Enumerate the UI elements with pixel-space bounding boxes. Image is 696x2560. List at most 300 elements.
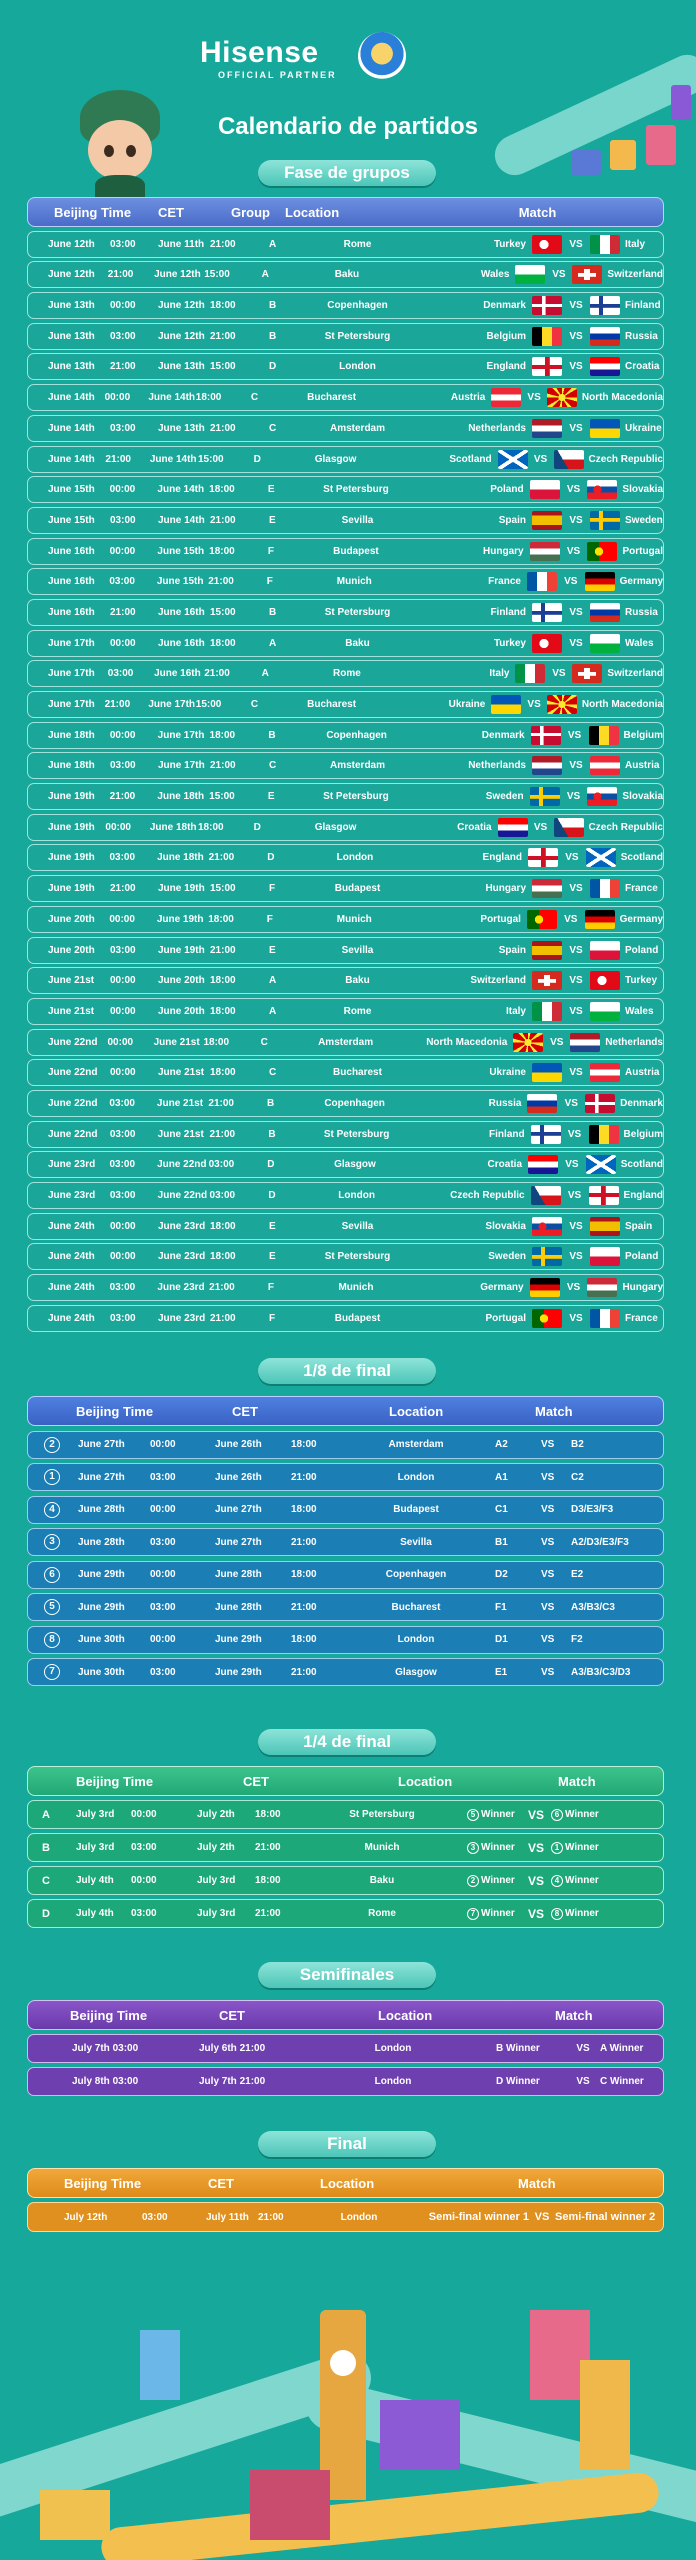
cet-date: June 18th bbox=[157, 852, 204, 864]
cet-date: June 22nd bbox=[157, 1190, 208, 1201]
cet-time: 18:00 bbox=[210, 637, 236, 649]
match-number-badge: 3 bbox=[44, 1534, 60, 1550]
cet-date: June 18th bbox=[149, 821, 197, 833]
cet-time: 18:00 bbox=[208, 913, 234, 925]
group-letter: D bbox=[253, 453, 261, 465]
group-letter: A bbox=[269, 975, 277, 987]
group-letter: F bbox=[267, 545, 275, 557]
flag-italy-icon bbox=[515, 664, 545, 683]
cet-time: 18:00 bbox=[210, 975, 236, 987]
beijing-time: 03:00 bbox=[109, 852, 136, 864]
beijing-time: 00:00 bbox=[150, 1439, 176, 1450]
away-team: France bbox=[625, 883, 658, 895]
cet-time: 18:00 bbox=[255, 1809, 281, 1820]
flag-hungary-icon bbox=[532, 879, 562, 898]
cet-date: June 20th bbox=[158, 1005, 205, 1017]
home-team: Wales bbox=[480, 269, 510, 281]
vs-label: VS bbox=[566, 545, 581, 557]
away-team: Switzerland bbox=[607, 269, 663, 281]
home-team: Slovakia bbox=[485, 1220, 526, 1232]
away-team: Hungary bbox=[622, 1282, 663, 1294]
beijing-time: 00:00 bbox=[109, 913, 135, 925]
header-location: Location bbox=[285, 204, 340, 220]
flag-finland-icon bbox=[590, 296, 620, 315]
location: London bbox=[397, 1471, 435, 1483]
table-row bbox=[27, 752, 664, 779]
flag-ukraine-icon bbox=[491, 695, 521, 714]
header-match: Match bbox=[555, 2007, 593, 2023]
location: London bbox=[397, 1634, 435, 1645]
location: Baku bbox=[369, 1875, 395, 1886]
home-slot: B Winner bbox=[496, 2043, 540, 2054]
flag-croatia-icon bbox=[528, 1155, 558, 1174]
away-team: Czech Republic bbox=[588, 453, 663, 465]
section-title-quarter-final: 1/4 de final bbox=[258, 1729, 436, 1755]
flag-england-icon bbox=[532, 357, 562, 376]
away-team: Netherlands bbox=[605, 1036, 663, 1048]
beijing-date: June 16th bbox=[48, 545, 95, 557]
flag-scotland-icon bbox=[586, 1155, 616, 1174]
group-letter: C bbox=[269, 760, 277, 772]
vs-label: VS bbox=[567, 1128, 582, 1140]
beijing-date: June 20th bbox=[48, 944, 95, 956]
cet-date: June 23rd bbox=[158, 1251, 206, 1263]
beijing-date: June 16th bbox=[48, 606, 95, 618]
home-team: Hungary bbox=[483, 545, 524, 557]
beijing-time: 03:00 bbox=[150, 1601, 176, 1613]
table-row bbox=[27, 599, 664, 626]
vs-label: VS bbox=[566, 1282, 581, 1294]
group-letter: C bbox=[269, 422, 277, 434]
home-team: Scotland bbox=[449, 453, 492, 465]
home-team: Belgium bbox=[486, 330, 526, 342]
group-letter: E bbox=[269, 944, 276, 956]
away-team: Sweden bbox=[625, 514, 663, 526]
header-match: Match bbox=[558, 1773, 596, 1789]
cet-date: June 15th bbox=[157, 545, 205, 557]
cet-date: June 14th bbox=[157, 484, 205, 496]
cet-date: June 14th bbox=[158, 514, 205, 526]
flag-hungary-icon bbox=[587, 1278, 617, 1297]
away-slot: A2/D3/E3/F3 bbox=[571, 1536, 629, 1548]
cet-time: 18:00 bbox=[197, 821, 224, 833]
beijing-time: 03:00 bbox=[110, 944, 136, 956]
vs-label: VS bbox=[569, 1220, 583, 1232]
partner-label: OFFICIAL PARTNER bbox=[218, 70, 337, 80]
flag-germany-icon bbox=[585, 910, 615, 929]
beijing-time: 03:00 bbox=[110, 330, 136, 342]
cet-date: June 23rd bbox=[158, 1220, 206, 1232]
group-letter: F bbox=[266, 913, 273, 925]
flag-austria-icon bbox=[590, 1063, 620, 1082]
location: St Petersburg bbox=[324, 330, 391, 342]
header-beijing: Beijing Time bbox=[54, 204, 132, 220]
cet-date: June 17th bbox=[148, 699, 196, 710]
away-slot: A3/B3/C3/D3 bbox=[571, 1666, 631, 1678]
cet-time: 21:00 bbox=[209, 1282, 235, 1294]
vs-label: VS bbox=[533, 821, 548, 833]
home-team: Netherlands bbox=[468, 760, 526, 772]
group-letter: A bbox=[269, 637, 277, 649]
home-team: Croatia bbox=[487, 1159, 522, 1171]
vs-label: VS bbox=[567, 729, 582, 741]
away-slot: B2 bbox=[571, 1439, 584, 1450]
location: Munich bbox=[336, 913, 372, 925]
beijing-time: 03:00 bbox=[110, 514, 136, 526]
beijing-time: 00:00 bbox=[109, 545, 136, 557]
table-row bbox=[27, 568, 664, 595]
location: Amsterdam bbox=[388, 1439, 444, 1450]
cet-time: 18:00 bbox=[210, 1005, 236, 1017]
match-ref-badge: 5 bbox=[467, 1809, 479, 1821]
flag-croatia-icon bbox=[498, 818, 528, 837]
vs-label: VS bbox=[527, 1840, 544, 1855]
cet-date: June 18th bbox=[157, 791, 205, 803]
home-team: Sweden bbox=[485, 791, 524, 803]
flag-england-icon bbox=[589, 1186, 619, 1205]
flag-switzerland-icon bbox=[532, 971, 562, 990]
vs-label: VS bbox=[565, 852, 579, 864]
cet-date: June 19th bbox=[156, 913, 204, 925]
group-letter: B bbox=[269, 300, 277, 312]
group-letter: A bbox=[261, 668, 269, 680]
match-id: A bbox=[42, 1808, 50, 1821]
cet-date: June 27th bbox=[215, 1536, 262, 1548]
group-letter: E bbox=[267, 791, 275, 803]
cet-date: June 26th bbox=[215, 1439, 262, 1450]
beijing-date: June 21st bbox=[48, 975, 95, 987]
cet-date: June 16th bbox=[158, 606, 205, 618]
away-team: Turkey bbox=[625, 975, 658, 987]
vs-label: VS bbox=[566, 791, 581, 803]
cet-date: June 23rd bbox=[157, 1282, 205, 1294]
away-team: Switzerland bbox=[607, 668, 663, 680]
group-letter: E bbox=[269, 1251, 276, 1263]
beijing-date: June 13th bbox=[48, 300, 95, 312]
group-letter: A bbox=[269, 238, 277, 250]
vs-label: VS bbox=[541, 1666, 555, 1678]
away-team: North Macedonia bbox=[581, 699, 663, 710]
cet-date: June 15th bbox=[156, 576, 204, 588]
location: Bucharest bbox=[307, 699, 357, 710]
beijing-time: 00:00 bbox=[105, 821, 131, 833]
flag-italy-icon bbox=[590, 235, 620, 254]
cet-time: 21:00 bbox=[210, 944, 236, 956]
group-letter: F bbox=[266, 576, 273, 588]
beijing-date: June 22nd bbox=[48, 1128, 98, 1140]
cet-date: June 11th bbox=[158, 238, 205, 250]
group-letter: D bbox=[269, 361, 277, 373]
away-team: France bbox=[625, 1312, 658, 1324]
home-winner: Winner bbox=[481, 1809, 515, 1820]
flag-england-icon bbox=[528, 848, 558, 867]
table-row bbox=[27, 660, 664, 687]
home-team: Croatia bbox=[457, 821, 492, 833]
beijing-date: June 14th bbox=[48, 392, 95, 404]
home-slot: A1 bbox=[495, 1471, 508, 1483]
away-team: Russia bbox=[625, 606, 658, 618]
cet-time: 18:00 bbox=[195, 392, 222, 404]
location: St Petersburg bbox=[349, 1809, 415, 1820]
match-id: D bbox=[42, 1907, 50, 1920]
away-team: Slovakia bbox=[622, 484, 664, 496]
vs-label: VS bbox=[569, 330, 583, 342]
flag-denmark-icon bbox=[532, 296, 562, 315]
location: Budapest bbox=[333, 545, 379, 557]
flag-slovakia-icon bbox=[532, 1217, 562, 1236]
away-slot: F2 bbox=[571, 1634, 583, 1645]
flag-slovakia-icon bbox=[587, 787, 617, 806]
location: Amsterdam bbox=[329, 760, 386, 772]
cet-time: 21:00 bbox=[204, 668, 230, 680]
location: London bbox=[374, 2076, 412, 2087]
match-id: C bbox=[42, 1874, 50, 1887]
beijing-date: June 24th bbox=[48, 1312, 95, 1324]
flag-czech-icon bbox=[531, 1186, 561, 1205]
vs-label: VS bbox=[541, 1634, 555, 1645]
home-team: Italy bbox=[489, 668, 510, 680]
home-winner: Winner bbox=[481, 1842, 515, 1853]
location: Sevilla bbox=[341, 944, 374, 956]
beijing-time: 03:00 bbox=[131, 1842, 157, 1853]
cet-date: June 17th bbox=[158, 760, 205, 772]
beijing-time: 00:00 bbox=[110, 300, 136, 312]
vs-label: VS bbox=[569, 300, 583, 312]
flag-turkey-icon bbox=[590, 971, 620, 990]
quarter-final-table bbox=[27, 1766, 664, 1928]
header-group: Group bbox=[231, 204, 270, 220]
vs-label: VS bbox=[541, 1471, 555, 1483]
beijing-time: 03:00 bbox=[110, 238, 136, 250]
vs-label: VS bbox=[569, 944, 583, 956]
beijing-time: 21:00 bbox=[109, 791, 136, 803]
beijing-time: 03:00 bbox=[107, 668, 134, 680]
beijing-date: June 12th bbox=[48, 269, 95, 281]
location: Glasgow bbox=[395, 1666, 437, 1678]
home-team: Turkey bbox=[493, 238, 526, 250]
cet-time: 18:00 bbox=[291, 1439, 317, 1450]
beijing-date: June 28th bbox=[78, 1536, 125, 1548]
header-cet: CET bbox=[158, 204, 184, 220]
group-letter: E bbox=[269, 1220, 276, 1232]
group-letter: C bbox=[260, 1036, 268, 1048]
home-team: Turkey bbox=[493, 637, 526, 649]
header-beijing: Beijing Time bbox=[76, 1403, 154, 1419]
match-number-badge: 6 bbox=[44, 1567, 60, 1583]
match-ref-badge: 8 bbox=[551, 1908, 563, 1920]
brand-logo: Hisense bbox=[200, 36, 319, 69]
beijing-date: June 21st bbox=[48, 1005, 95, 1017]
table-row bbox=[27, 937, 664, 964]
cet-date: June 16th bbox=[158, 637, 205, 649]
group-letter: D bbox=[267, 1159, 275, 1171]
beijing-time: 03:00 bbox=[109, 1097, 135, 1109]
cet-time: 18:00 bbox=[291, 1569, 317, 1580]
beijing-time: 03:00 bbox=[110, 422, 136, 434]
beijing-time: 00:00 bbox=[131, 1809, 157, 1820]
location: Rome bbox=[333, 668, 361, 680]
table-row bbox=[27, 1833, 664, 1862]
cet-time: 21:00 bbox=[291, 1471, 317, 1483]
beijing-time: 03:00 bbox=[109, 1159, 136, 1171]
home-team: Italy bbox=[505, 1005, 526, 1017]
beijing-time: 03:00 bbox=[109, 1128, 136, 1140]
home-team: Hungary bbox=[485, 883, 526, 895]
beijing-time: 00:00 bbox=[150, 1634, 176, 1645]
flag-portugal-icon bbox=[587, 542, 617, 561]
flag-spain-icon bbox=[590, 1217, 620, 1236]
vs-label: VS bbox=[541, 1601, 555, 1613]
home-slot: E1 bbox=[495, 1666, 508, 1678]
group-letter: B bbox=[268, 729, 276, 741]
vs-label: VS bbox=[527, 1873, 544, 1888]
table-row bbox=[27, 630, 664, 657]
cet-date: June 21st bbox=[156, 1097, 204, 1109]
away-team: Scotland bbox=[620, 852, 663, 864]
table-row bbox=[27, 1059, 664, 1086]
table-row bbox=[27, 538, 664, 565]
table-row bbox=[27, 1213, 664, 1240]
vs-label: VS bbox=[541, 1439, 555, 1450]
group-stage-table bbox=[27, 197, 664, 1332]
flag-russia-icon bbox=[590, 327, 620, 346]
vs-label: VS bbox=[564, 913, 578, 925]
home-team: Portugal bbox=[480, 913, 521, 925]
header-location: Location bbox=[320, 2175, 375, 2191]
group-letter: F bbox=[267, 1282, 275, 1294]
location: Rome bbox=[368, 1908, 396, 1919]
flag-belgium-icon bbox=[532, 327, 562, 346]
flag-denmark-icon bbox=[531, 726, 561, 745]
table-row bbox=[27, 722, 664, 749]
table-row bbox=[27, 1561, 664, 1589]
city-illustration-bottom bbox=[0, 2270, 696, 2560]
home-winner: Winner bbox=[481, 1875, 515, 1886]
vs-label: VS bbox=[564, 576, 578, 588]
beijing-date: June 20th bbox=[48, 913, 95, 925]
vs-label: VS bbox=[534, 2211, 550, 2223]
location: Glasgow bbox=[314, 821, 357, 833]
away-team: Italy bbox=[625, 238, 646, 250]
away-team: North Macedonia bbox=[581, 392, 663, 404]
table-header bbox=[27, 2168, 664, 2198]
group-letter: E bbox=[267, 484, 275, 496]
table-row bbox=[27, 1431, 664, 1459]
group-letter: E bbox=[269, 514, 276, 526]
flag-russia-icon bbox=[590, 603, 620, 622]
cet-time: 21:00 bbox=[255, 1842, 281, 1853]
cet-date: June 21st bbox=[158, 1067, 205, 1079]
match-ref-badge: 3 bbox=[467, 1842, 479, 1854]
vs-label: VS bbox=[527, 1807, 544, 1822]
flag-sweden-icon bbox=[590, 511, 620, 530]
beijing-date: June 16th bbox=[48, 576, 95, 588]
flag-slovakia-icon bbox=[587, 480, 617, 499]
flag-ukraine-icon bbox=[532, 1063, 562, 1082]
flag-netherlands-icon bbox=[532, 756, 562, 775]
flag-sweden-icon bbox=[532, 1247, 562, 1266]
cet-date: June 17th bbox=[157, 729, 205, 741]
flag-nmacedonia-icon bbox=[547, 388, 577, 407]
table-row bbox=[27, 446, 664, 473]
beijing-time: 21:00 bbox=[105, 453, 131, 465]
home-slot: C1 bbox=[495, 1504, 508, 1515]
flag-switzerland-icon bbox=[572, 664, 602, 683]
flag-russia-icon bbox=[527, 1094, 557, 1113]
vs-label: VS bbox=[541, 1504, 555, 1515]
beijing-date: June 17th bbox=[48, 637, 95, 649]
beijing-date: July 3rd bbox=[76, 1809, 115, 1820]
away-team: Portugal bbox=[622, 545, 663, 557]
away-team: Czech Republic bbox=[588, 821, 663, 833]
match-ref-badge: 1 bbox=[551, 1842, 563, 1854]
table-row bbox=[27, 507, 664, 534]
beijing-date: June 23rd bbox=[48, 1159, 96, 1171]
beijing-time: 00:00 bbox=[110, 1005, 136, 1017]
cet-time: 18:00 bbox=[210, 1251, 236, 1263]
cet-time: 21:00 bbox=[210, 422, 236, 434]
cet-date: June 20th bbox=[158, 975, 205, 987]
flag-nmacedonia-icon bbox=[513, 1033, 543, 1052]
cet-date: June 27th bbox=[215, 1504, 262, 1515]
group-letter: B bbox=[269, 606, 277, 618]
away-team: Germany bbox=[619, 576, 664, 588]
vs-label: VS bbox=[569, 1067, 583, 1079]
vs-label: VS bbox=[576, 2076, 590, 2087]
semi-final-table bbox=[27, 2000, 664, 2096]
location: Amsterdam bbox=[329, 422, 386, 434]
cet-time: 18:00 bbox=[203, 1036, 230, 1048]
flag-czech-icon bbox=[554, 450, 584, 469]
match-ref-badge: 2 bbox=[467, 1875, 479, 1887]
cet-time: 18:00 bbox=[291, 1634, 317, 1645]
home-team: Czech Republic bbox=[450, 1190, 525, 1201]
mascot-illustration bbox=[60, 90, 170, 200]
away-slot: A3/B3/C3 bbox=[571, 1601, 615, 1613]
vs-label: VS bbox=[566, 484, 581, 496]
location: Glasgow bbox=[314, 453, 357, 465]
cet-date: June 21st bbox=[153, 1036, 200, 1048]
table-row bbox=[27, 384, 664, 411]
beijing-date: June 18th bbox=[48, 729, 95, 741]
beijing-time: 21:00 bbox=[110, 606, 136, 618]
vs-label: VS bbox=[550, 1036, 564, 1048]
location: St Petersburg bbox=[324, 1251, 391, 1263]
vs-label: VS bbox=[541, 1569, 555, 1580]
header-cet: CET bbox=[208, 2175, 234, 2191]
beijing-time: 00:00 bbox=[131, 1875, 157, 1886]
cet-date: June 12th bbox=[158, 300, 205, 312]
flag-poland-icon bbox=[530, 480, 560, 499]
cet-time: 21:00 bbox=[291, 1536, 317, 1548]
cet-date: June 14th bbox=[149, 453, 197, 465]
location: Sevilla bbox=[400, 1536, 432, 1548]
table-row bbox=[27, 844, 664, 871]
cet-datetime: July 7th 21:00 bbox=[199, 2076, 266, 2087]
table-header bbox=[27, 1396, 664, 1426]
beijing-time: 21:00 bbox=[110, 883, 136, 895]
home-team: North Macedonia bbox=[426, 1036, 508, 1048]
flag-denmark-icon bbox=[585, 1094, 615, 1113]
group-letter: F bbox=[269, 883, 276, 895]
location: St Petersburg bbox=[324, 606, 391, 618]
table-row bbox=[27, 292, 664, 319]
table-row bbox=[27, 1463, 664, 1491]
beijing-time: 03:00 bbox=[131, 1908, 157, 1919]
cet-time: 18:00 bbox=[210, 1067, 236, 1079]
location: Glasgow bbox=[334, 1159, 376, 1171]
group-letter: D bbox=[267, 852, 275, 864]
